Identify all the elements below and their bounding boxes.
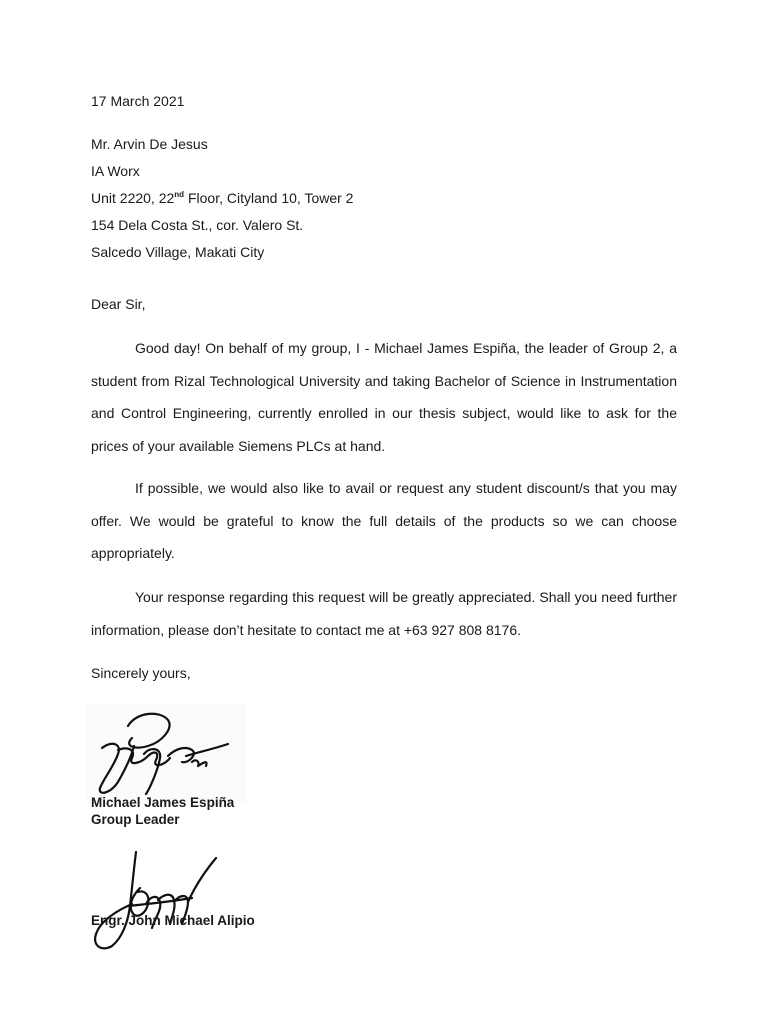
signature-image bbox=[88, 706, 248, 806]
salutation: Dear Sir, bbox=[91, 296, 146, 312]
signatory-title: Group Leader bbox=[91, 812, 180, 827]
recipient-name: Mr. Arvin De Jesus bbox=[91, 136, 208, 152]
recipient-address bbox=[91, 135, 353, 270]
signatory-name: Michael James Espiña bbox=[91, 795, 235, 810]
body-paragraph: Your response regarding this request will be greatly appreciated. Shall you need further information, please don’t hesitate to contact me at +63 927 808 8176. bbox=[91, 589, 677, 638]
unit-ordinal-suffix: nd bbox=[174, 190, 185, 199]
signatory-name: Engr. John Michael Alipio bbox=[91, 913, 255, 928]
recipient-company: IA Worx bbox=[91, 163, 140, 179]
recipient-city: Salcedo Village, Makati City bbox=[91, 244, 265, 260]
closing: Sincerely yours, bbox=[91, 665, 191, 681]
unit-text-end: Floor, Cityland 10, Tower 2 bbox=[184, 190, 354, 206]
body-paragraph: Good day! On behalf of my group, I - Michael James Espiña, the leader of Group 2, a student from Rizal Technological University and taking Bachelor of Science in Instrumentation and Control Engineering, currently enrolled in our thesis subject, would like to ask for the prices of your available Siemens PLCs at hand. bbox=[91, 340, 677, 454]
unit-text-start: Unit 2220, 22 bbox=[91, 190, 175, 206]
recipient-street: 154 Dela Costa St., cor. Valero St. bbox=[91, 217, 304, 233]
letter-date: 17 March 2021 bbox=[91, 93, 185, 109]
body-paragraph: If possible, we would also like to avail or request any student discount/s that you may offer. We would be grateful to know the full details of the products so we can choose appropriately. bbox=[91, 480, 677, 561]
signature-image bbox=[88, 848, 228, 953]
recipient-unit bbox=[91, 189, 353, 216]
